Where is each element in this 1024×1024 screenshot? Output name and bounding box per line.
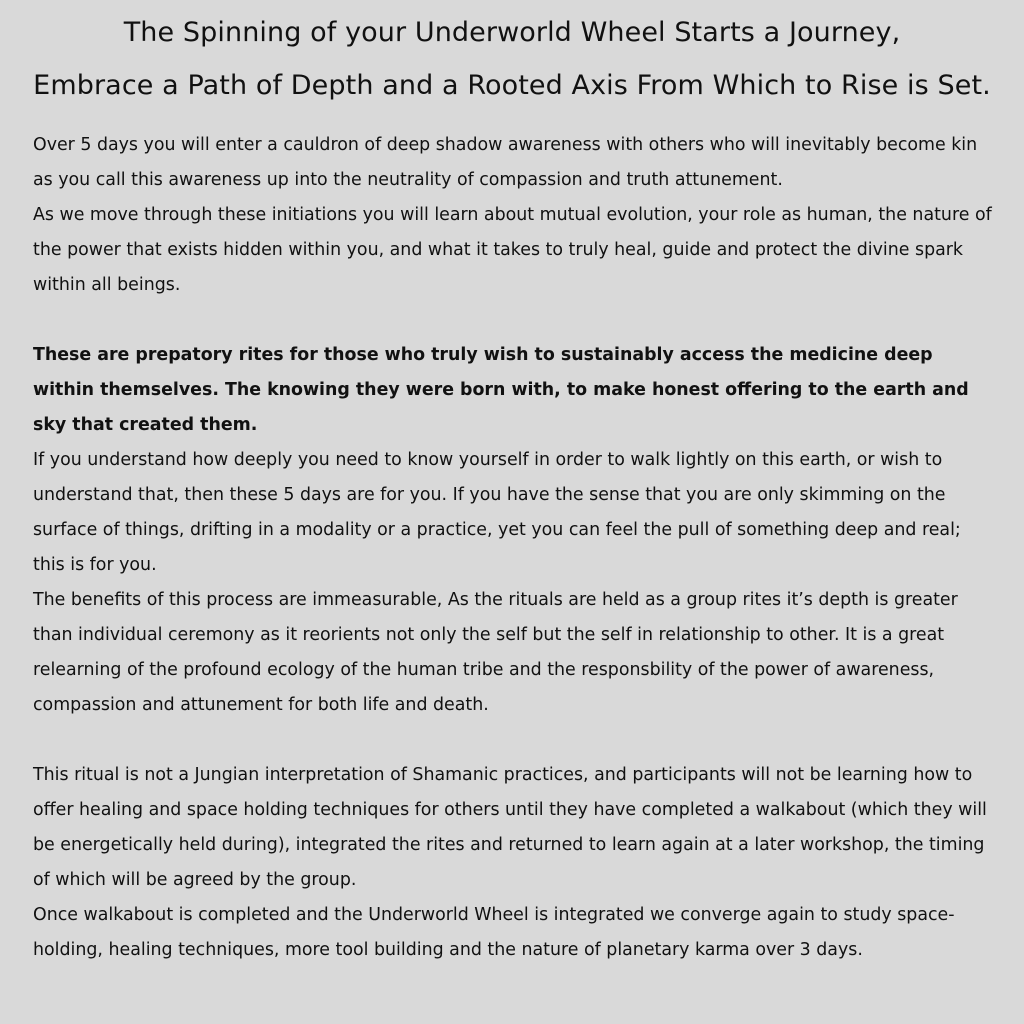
paragraph-for-you: If you understand how deeply you need to know yourself in order to walk lightly on this earth, or wish to understand that, then these 5 days are for you. If you have the sense that you are only skimming on the surface of things, drifting in a modality or a practice, yet you can feel the pull of something deep and real; this is for you.: [33, 450, 961, 575]
page-title: [0, 6, 1024, 112]
title-line-2: Embrace a Path of Depth and a Rooted Axis From Which to Rise is Set.: [33, 70, 991, 101]
paragraph-intro: Over 5 days you will enter a cauldron of deep shadow awareness with others who will inevitably become kin as you call this awareness up into the neutrality of compassion and truth attunement.: [33, 135, 978, 190]
paragraph-spacer: [33, 303, 995, 338]
title-line-1: The Spinning of your Underworld Wheel Starts a Journey,: [123, 17, 901, 48]
paragraph-initiations: As we move through these initiations you will learn about mutual evolution, your role as human, the nature of the power that exists hidden within you, and what it takes to truly heal, guide and protect the divine spark within all beings.: [33, 205, 992, 295]
body-text: [33, 128, 995, 968]
paragraph-ritual-note: This ritual is not a Jungian interpretation of Shamanic practices, and participants will not be learning how to offer healing and space holding techniques for others until they have completed a walkabout (which they will be energetically held during), integrated the rites and returned to learn again at a later workshop, the timing of which will be agreed by the group.: [33, 765, 987, 890]
paragraph-walkabout: Once walkabout is completed and the Underworld Wheel is integrated we converge again to study space-holding, healing techniques, more tool building and the nature of planetary karma over 3 days.: [33, 905, 955, 960]
paragraph-spacer: [33, 723, 995, 758]
paragraph-emphasis: These are prepatory rites for those who truly wish to sustainably access the medicine deep within themselves. The knowing they were born with, to make honest offering to the earth and sky that created them.: [33, 345, 969, 435]
paragraph-benefits: The benefits of this process are immeasurable, As the rituals are held as a group rites it’s depth is greater than individual ceremony as it reorients not only the self but the self in relationship to other. It is a great relearning of the profound ecology of the human tribe and the responsbility of the power of awareness, compassion and attunement for both life and death.: [33, 590, 958, 715]
